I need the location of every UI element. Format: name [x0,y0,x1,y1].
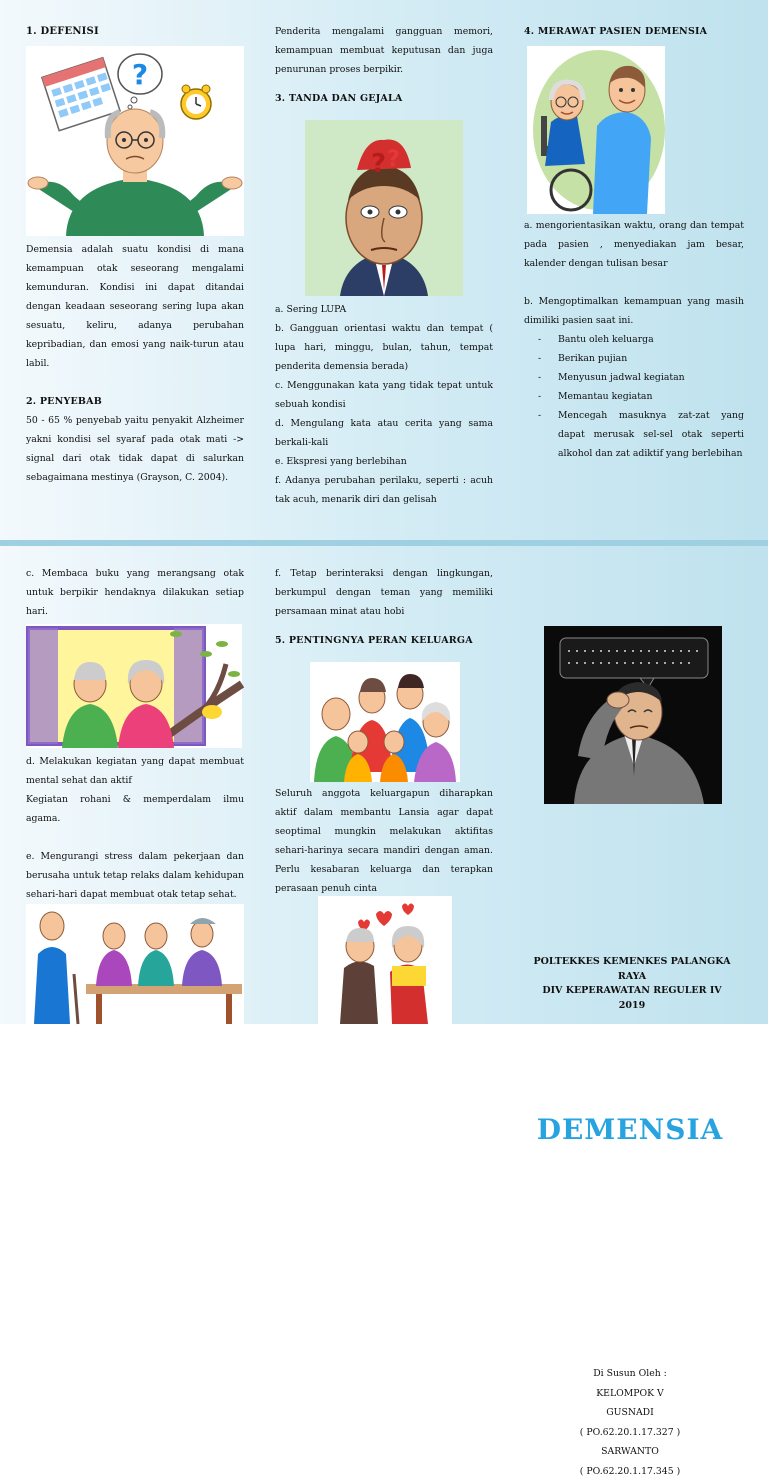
merawat-list-item: - Bantu oleh keluarga [524,330,744,349]
institution-line: DIV KEPERAWATAN REGULER IV [520,984,744,999]
merawat-list [524,330,744,463]
gejala-b: b. Gangguan orientasi waktu dan tempat ( lupa hari, minggu, bulan, tahun, tempat penderita demensia berada) [275,319,493,376]
credits-line: GUSNADI [510,1403,750,1423]
heading-defenisi: 1. DEFENISI [26,26,246,37]
prevention-column [26,564,244,621]
inside-panel [0,0,768,540]
family-group-illustration [310,662,460,782]
prevention-f: f. Tetap berinteraksi dengan lingkungan, berkumpul dengan teman yang memiliki persamaan minat atau hobi [275,564,493,621]
credits-line: KELOMPOK V [510,1384,750,1404]
gejala-c: c. Menggunakan kata yang tidak tepat untuk sebuah kondisi [275,376,493,414]
window-couple-image [26,624,242,748]
prevention-d-rohani: Kegiatan rohani & memperdalam ilmu agama. [26,790,244,828]
svg-text:?: ? [132,58,148,91]
family-image [310,662,460,782]
caregiver-image [527,46,665,214]
interaction-column [275,564,493,646]
heading-peran-keluarga: 5. PENTINGNYA PERAN KELUARGA [275,635,493,646]
elders-bench-image [26,904,244,1024]
tanda-gejala-list [275,300,493,509]
memory-paragraph: Penderita mengalami gangguan memori, kemampuan membuat keputusan dan juga penurunan proses berpikir. [275,22,493,79]
merawat-list-item: - Berikan pujian [524,349,744,368]
merawat-text-block [524,216,744,463]
institution-line: 2019 [520,999,744,1014]
gejala-a: a. Sering LUPA [275,300,493,319]
credits-line: ( PO.62.20.1.17.327 ) [510,1423,750,1443]
heading-tanda-gejala: 3. TANDA DAN GEJALA [275,93,493,104]
prevention-d-e [26,752,244,904]
svg-text:?: ? [371,149,386,179]
cover-image [544,626,722,804]
penyebab-paragraph: 50 - 65 % penyebab yaitu penyakit Alzheimer yakni kondisi sel syaraf pada otak mati -> signal dari otak tidak dapat di salurkan sebagaimana mestinya (Grayson, C. 2004). [26,411,244,487]
confused-elder-illustration [26,46,244,236]
headache-man-illustration [544,626,722,804]
gejala-d: d. Mengulang kata atau cerita yang sama berkali-kali [275,414,493,452]
credits-line: SARWANTO [510,1442,750,1462]
outside-panel [0,546,768,1024]
merawat-list-item: - Menyusun jadwal kegiatan [524,368,744,387]
question-head-illustration [305,120,463,296]
prevention-e: e. Mengurangi stress dalam pekerjaan dan berusaha untuk tetap relaks dalam kehidupan sehari-hari dapat membuat otak tetap sehat. [26,847,244,904]
credits-line: ( PO.62.20.1.17.345 ) [510,1462,750,1481]
brochure-title: DEMENSIA [510,1113,750,1146]
prevention-c: c. Membaca buku yang merangsang otak untuk berpikir hendaknya dilakukan setiap hari. [26,564,244,621]
elders-bench-illustration [26,904,244,1024]
caregiver-wheelchair-illustration [527,46,665,214]
confused-man-image [305,120,463,296]
credits-block [510,1364,750,1481]
loving-couple-illustration [318,896,452,1024]
gejala-f: f. Adanya perubahan perilaku, seperti : acuh tak acuh, menarik diri dan gelisah [275,471,493,509]
institution-block [520,955,744,1013]
merawat-b: b. Mengoptimalkan kemampuan yang masih dimiliki pasien saat ini. [524,292,744,330]
defenisi-text-block [26,240,244,487]
heading-merawat: 4. MERAWAT PASIEN DEMENSIA [524,26,744,37]
prevention-d: d. Melakukan kegiatan yang dapat membuat mental sehat dan aktif [26,752,244,790]
gejala-e: e. Ekspresi yang berlebihan [275,452,493,471]
institution-line: POLTEKKES KEMENKES PALANGKA RAYA [520,955,744,984]
credits-line: Di Susun Oleh : [510,1364,750,1384]
peran-keluarga-paragraph: Seluruh anggota keluargapun diharapkan aktif dalam membantu Lansia agar dapat seoptimal mungkin melakukan aktifitas sehari-harinya secara mandiri dengan aman. Perlu kesabaran keluarga dan terapkan perasaan penuh cinta [275,784,493,898]
peran-keluarga-text [275,784,493,898]
merawat-a: a. mengorientasikan waktu, orang dan tempat pada pasien , menyediakan jam besar, kalender dengan tulisan besar [524,216,744,273]
defenisi-paragraph: Demensia adalah suatu kondisi di mana kemampuan otak seseorang mengalami kemunduran. Kondisi ini dapat ditandai dengan keadaan seseorang sering lupa akan sesuatu, keliru, adanya perubahan kepribadian, dan emosi yang naik-turun atau labil. [26,240,244,373]
column-tanda-gejala [275,22,493,104]
column-defenisi [26,26,246,37]
svg-text:?: ? [387,147,400,172]
couple-window-illustration [26,624,242,748]
loving-couple-image [318,896,452,1024]
merawat-list-item: - Mencegah masuknya zat-zat yang dapat merusak sel-sel otak seperti alkohol dan zat adiktif yang berlebihan [524,406,744,463]
merawat-list-item: - Memantau kegiatan [524,387,744,406]
heading-penyebab: 2. PENYEBAB [26,392,244,411]
confused-elder-image [26,46,244,236]
column-merawat [524,26,744,37]
